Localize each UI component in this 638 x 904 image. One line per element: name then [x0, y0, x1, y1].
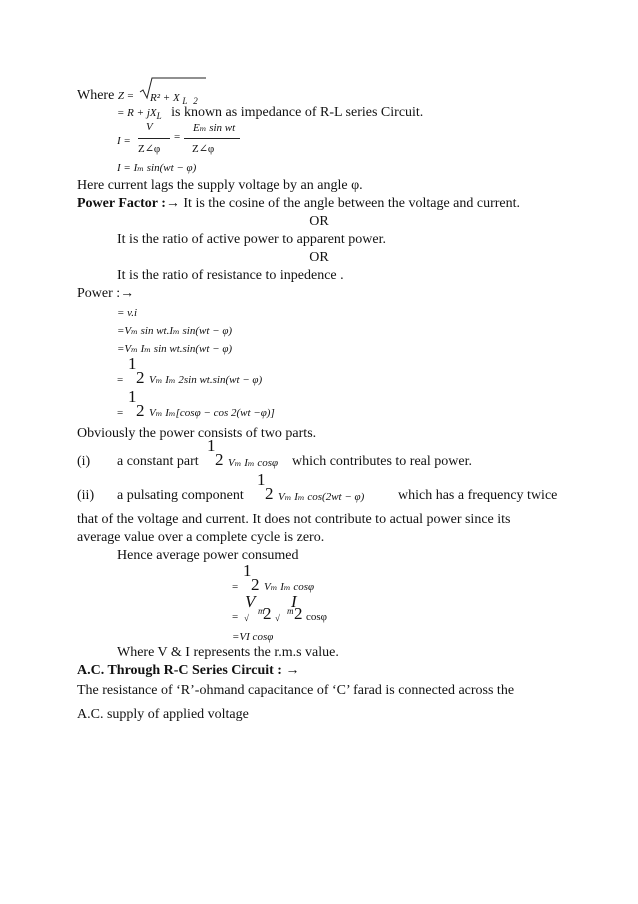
power-eq-4-half-den: 2: [136, 368, 145, 387]
para-1: that of the voltage and current. It does not contribute to actual power since its: [77, 512, 511, 527]
part-i-half-num: 1: [207, 436, 216, 455]
current-eq: I = Iₘ sin(wt − φ): [117, 162, 197, 174]
power-eq-2: =Vₘ sin wt.Iₘ sin(wt − φ): [117, 325, 233, 337]
part-i-text1: a constant part: [117, 454, 199, 469]
part-ii-half-den: 2: [265, 484, 274, 503]
frac2-den: Z∠φ: [192, 143, 215, 155]
power-eq-5-eq: =: [117, 407, 124, 419]
power-factor-label: Power Factor :→: [77, 196, 180, 211]
impedance-line: = $R + jX_L$ is known as impedance of R-L series Circuit.: [117, 105, 424, 121]
frac1-den: Z∠φ: [138, 143, 161, 155]
frac1-num: V: [146, 121, 153, 133]
avg-2-sqrt2: √: [275, 613, 280, 623]
z-lhs: Z =: [117, 90, 135, 102]
or-2: OR: [309, 250, 329, 265]
part-ii-text1: a pulsating component: [117, 488, 244, 503]
power-factor-line: [77, 196, 520, 212]
part-ii-expr: Vₘ Iₘ cos(2wt − φ): [278, 491, 365, 503]
power-label: Power :→: [77, 286, 135, 301]
power-eq-5-half-den: 2: [136, 401, 145, 420]
part-ii-half-num: 1: [257, 470, 266, 489]
ratio-2: It is the ratio of resistance to inpedence .: [117, 268, 344, 283]
frac1-bar: [138, 138, 170, 139]
avg-2-v: V: [245, 592, 256, 611]
power-eq-4-rest: Vₘ Iₘ 2sin wt.sin(wt − φ): [149, 374, 263, 386]
part-ii-text2: which has a frequency twice: [398, 488, 558, 503]
power-eq-5-half-num: 1: [128, 387, 137, 406]
avg-2-eq: =: [232, 611, 239, 623]
rc-heading: A.C. Through R-C Series Circuit : →: [77, 663, 300, 678]
avg-2-m1: m: [258, 606, 265, 616]
part-i-num: (i): [77, 454, 91, 469]
avg-2-cos: cosφ: [306, 611, 328, 623]
sqrt-radicand: R² + X $_L$ $_2$: [150, 92, 198, 106]
power-eq-5-rest: Vₘ Iₘ[cosφ − cos 2(wt −φ)]: [149, 407, 275, 419]
avg-2-two1: 2: [263, 604, 272, 623]
avg-1-eq: =: [232, 581, 239, 593]
or-1: OR: [309, 214, 329, 229]
avg-2-i: I: [291, 592, 297, 611]
avg-1-expr: Vₘ Iₘ cosφ: [264, 581, 315, 593]
para-2: average value over a complete cycle is zero.: [77, 530, 325, 545]
where-word: Where: [77, 88, 115, 103]
avg-2-two2: 2: [294, 604, 303, 623]
power-eq-4-eq: =: [117, 374, 124, 386]
part-ii-num: (ii): [77, 488, 95, 503]
rc-text-2: A.C. supply of applied voltage: [77, 707, 249, 722]
part-i-expr: Vₘ Iₘ cosφ: [228, 457, 279, 469]
avg-1-half-den: 2: [251, 575, 260, 594]
ratio-1: It is the ratio of active power to apparent power.: [117, 232, 387, 247]
two-parts: Obviously the power consists of two parts.: [77, 426, 317, 441]
rc-text-1: The resistance of ‘R’-ohmand capacitance of ‘C’ farad is connected across the: [77, 683, 515, 698]
where-vi: Where V & I represents the r.m.s value.: [117, 645, 339, 660]
i-lhs: I =: [117, 135, 131, 147]
hence-text: Hence average power consumed: [117, 548, 299, 563]
avg-2-m2: m: [287, 606, 294, 616]
lag-text: Here current lags the supply voltage by an angle φ.: [77, 178, 363, 193]
frac2-num: Eₘ sin wt: [193, 122, 236, 134]
frac2-bar: [184, 138, 240, 139]
power-eq-1: = v.i: [117, 307, 138, 319]
eq-sign: =: [174, 131, 181, 143]
power-eq-3: =Vₘ Iₘ sin wt.sin(wt − φ): [117, 343, 233, 355]
part-i-text2: which contributes to real power.: [292, 454, 473, 469]
power-factor-text: It is the cosine of the angle between the voltage and current.: [183, 196, 521, 211]
power-eq-4-half-num: 1: [128, 354, 137, 373]
avg-3: =VI cosφ: [232, 631, 274, 643]
part-i-half-den: 2: [215, 450, 224, 469]
where-line: [77, 88, 134, 104]
avg-1-half-num: 1: [243, 561, 252, 580]
avg-2-sqrt1: √: [244, 613, 249, 623]
